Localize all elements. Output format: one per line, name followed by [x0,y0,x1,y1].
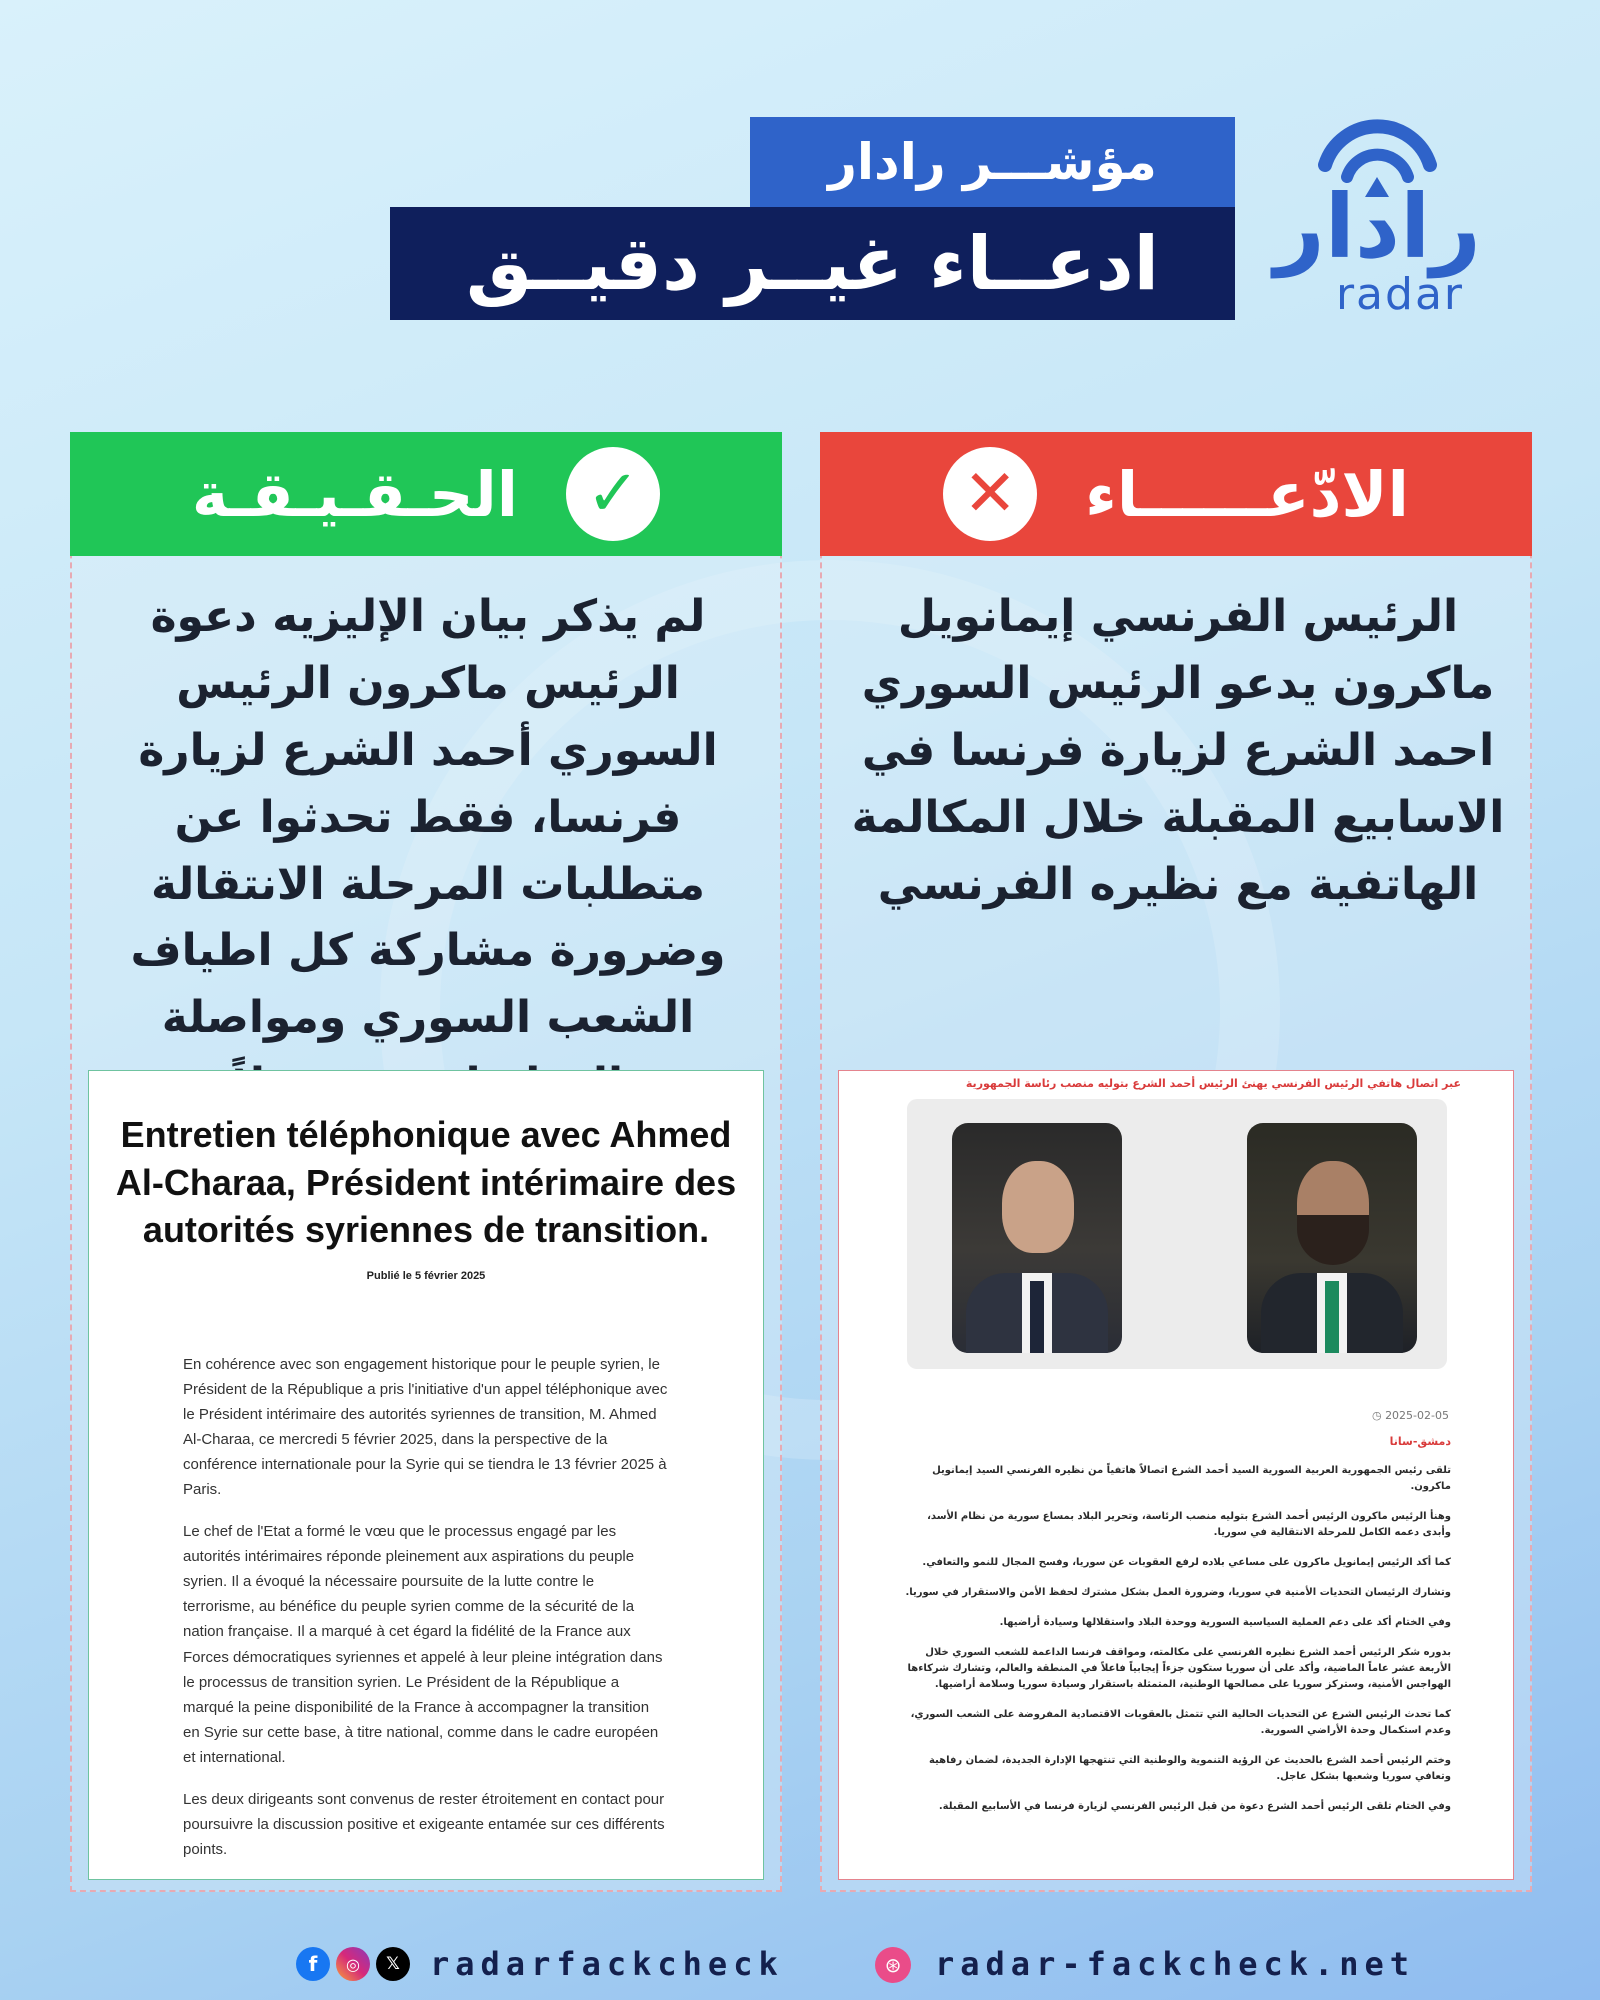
truth-text: لم يذكر بيان الإليزيه دعوة الرئيس ماكرون الرئيس السوري أحمد الشرع لزيارة فرنسا، فقط تحدثوا عن متطلبات المرحلة الانتقالة وضرورة مشاركة كل اطياف الشعب السوري ومواصلة [130,591,726,1044]
news-paragraph: كما تحدث الرئيس الشرع عن التحديات الحالية التي تتمثل بالعقوبات الاقتصادية المفروضة على الشعب السوري، وعدم استكمال وحدة الأراضي السورية. [910,1709,1451,1736]
news-paragraph: تلقى رئيس الجمهورية العربية السورية السيد أحمد الشرع اتصالاً هاتفياً من نظيره الفرنسي السيد إيمانويل ماكرون. [932,1465,1451,1492]
check-icon: ✓ [566,447,660,541]
news-date-value: 2025-02-05 [1385,1409,1449,1422]
macron-photo [952,1123,1122,1353]
news-source: دمشق-سانا [1389,1435,1451,1448]
news-paragraph: وتشارك الرئيسان التحديات الأمنية في سوريا، وضرورة العمل بشكل مشترك لحفظ الأمن والاستقرار في سوريا. [905,1587,1451,1598]
news-paragraph: بدوره شكر الرئيس أحمد الشرع نظيره الفرنسي على مكالمته، ومواقف فرنسا الداعمة للشعب السوري خلال الأربعة عشر عاماً الماضية، وأكد على أن سوريا ستكون جزءاً إيجابياً فاعلاً في المنطقة والعالم، وتشارك شركاءها الهواجس الأمنية، وستركز سوريا على مصالحها الوطنية، المتمثلة باستقرار وسيادة سوريا وسلامة أراضيها. [907,1647,1451,1690]
clock-icon: ◷ [1371,1409,1386,1422]
social-handle[interactable]: radarfackcheck [430,1945,784,1983]
x-icon: ✕ [943,447,1037,541]
website-link[interactable]: radar-fackcheck.net [935,1945,1416,1983]
logo-english: radar [1335,269,1465,320]
x-icon[interactable]: 𝕏 [376,1947,410,1981]
elysee-statement-screenshot [88,1070,764,1880]
claim-panel [820,432,1532,1892]
news-body [899,1463,1451,1829]
statement-title: Entretien téléphonique avec Ahmed Al-Charaa, Président intérimaire des autorités syriennes de transition. [115,1114,737,1251]
news-headline: عبر اتصال هاتفي الرئيس الفرنسي يهنئ الرئيس أحمد الشرع بتوليه منصب رئاسة الجمهورية [965,1077,1461,1090]
instagram-icon[interactable]: ◎ [336,1947,370,1981]
radar-logo [1255,105,1500,330]
statement-paragraph: Le chef de l'Etat a formé le vœu que le processus engagé par les autorités intérimaires réponde pleinement aux aspirations du peuple syrien. Il a évoqué la nécessaire poursuite de la lutte contre le terrorisme, au bénéfice du peuple syrien comme de la sécurité de la nation française. Il a marqué à cet égard la fidélité de la France aux Forces démocratiques syriennes et appelé à leur pleine intégration dans le processus de transition syrien. Le Président de la République a marqué la peine disponibilité de la France à accompagner la transition en Syrie sur cette base, à titre national, comme dans le cadre européen et international. [183,1522,663,1767]
social-icons [296,1947,410,1981]
claim-header [820,432,1532,556]
news-photo [907,1099,1447,1369]
footer [0,1935,1600,2000]
news-paragraph: وختم الرئيس أحمد الشرع بالحديث عن الرؤية التنموية والوطنية التي تنتهجها الإدارة الجديدة، لضمان رفاهية وتعافي سوريا وشعبها بشكل عاجل. [928,1755,1451,1782]
facebook-icon[interactable]: f [296,1947,330,1981]
statement-paragraph: En cohérence avec son engagement historique pour le peuple syrien, le Président de la République a pris l'initiative d'un appel téléphonique avec le Président intérimaire des autorités syriennes de transition, M. Ahmed Al-Charaa, ce mercredi 5 février 2025, dans la perspective de la conférence internationale pour la Syrie qui se tiendra le 13 février 2025 à Paris. [183,1355,668,1499]
statement-date: Publié le 5 février 2025 [366,1269,486,1282]
news-paragraph: كما أكد الرئيس إيمانويل ماكرون على مساعي بلاده لرفع العقوبات عن سوريا، وفسح المجال للنمو والتعافي. [922,1557,1451,1568]
news-paragraph: وفي الختام أكد على دعم العملية السياسية السورية ووحدة البلاد واستقلالها وسيادة أراضيها. [999,1617,1451,1628]
claim-text: الرئيس الفرنسي إيمانويل ماكرون يدعو الرئيس السوري احمد الشرع لزيارة فرنسا في الاسابيع المقبلة خلال المكالمة الهاتفية مع نظيره الفرنسي [851,591,1505,910]
news-paragraph: وفي الختام تلقى الرئيس أحمد الشرع دعوة من قبل الرئيس الفرنسي لزيارة فرنسا في الأسابيع المقبلة. [938,1801,1451,1812]
truth-panel [70,432,782,1892]
news-paragraph: وهنأ الرئيس ماكرون الرئيس أحمد الشرع بتوليه منصب الرئاسة، وتحرير البلاد بمساع سورية من نظام الأسد، وأبدى دعمه الكامل للمرحلة الانتقالية في سوريا. [927,1511,1451,1538]
logo-arabic: رادار [1274,175,1481,278]
claim-title: الادّعــــــاء [1085,457,1409,531]
dribbble-icon[interactable]: ⊛ [875,1947,911,1983]
news-date [889,1409,1449,1422]
brand-label: مؤشـــر رادار [750,117,1235,207]
truth-header [70,432,782,556]
truth-title: الحـقـيـقـة [191,457,519,531]
statement-paragraph: Les deux dirigeants sont convenus de rester étroitement en contact pour poursuivre la discussion positive et exigeante entamée sur ces différents points. [183,1790,665,1858]
verdict-banner: ادعــاء غيــر دقيــق [390,207,1235,320]
al-sharaa-photo [1247,1123,1417,1353]
sana-news-screenshot [838,1070,1514,1880]
